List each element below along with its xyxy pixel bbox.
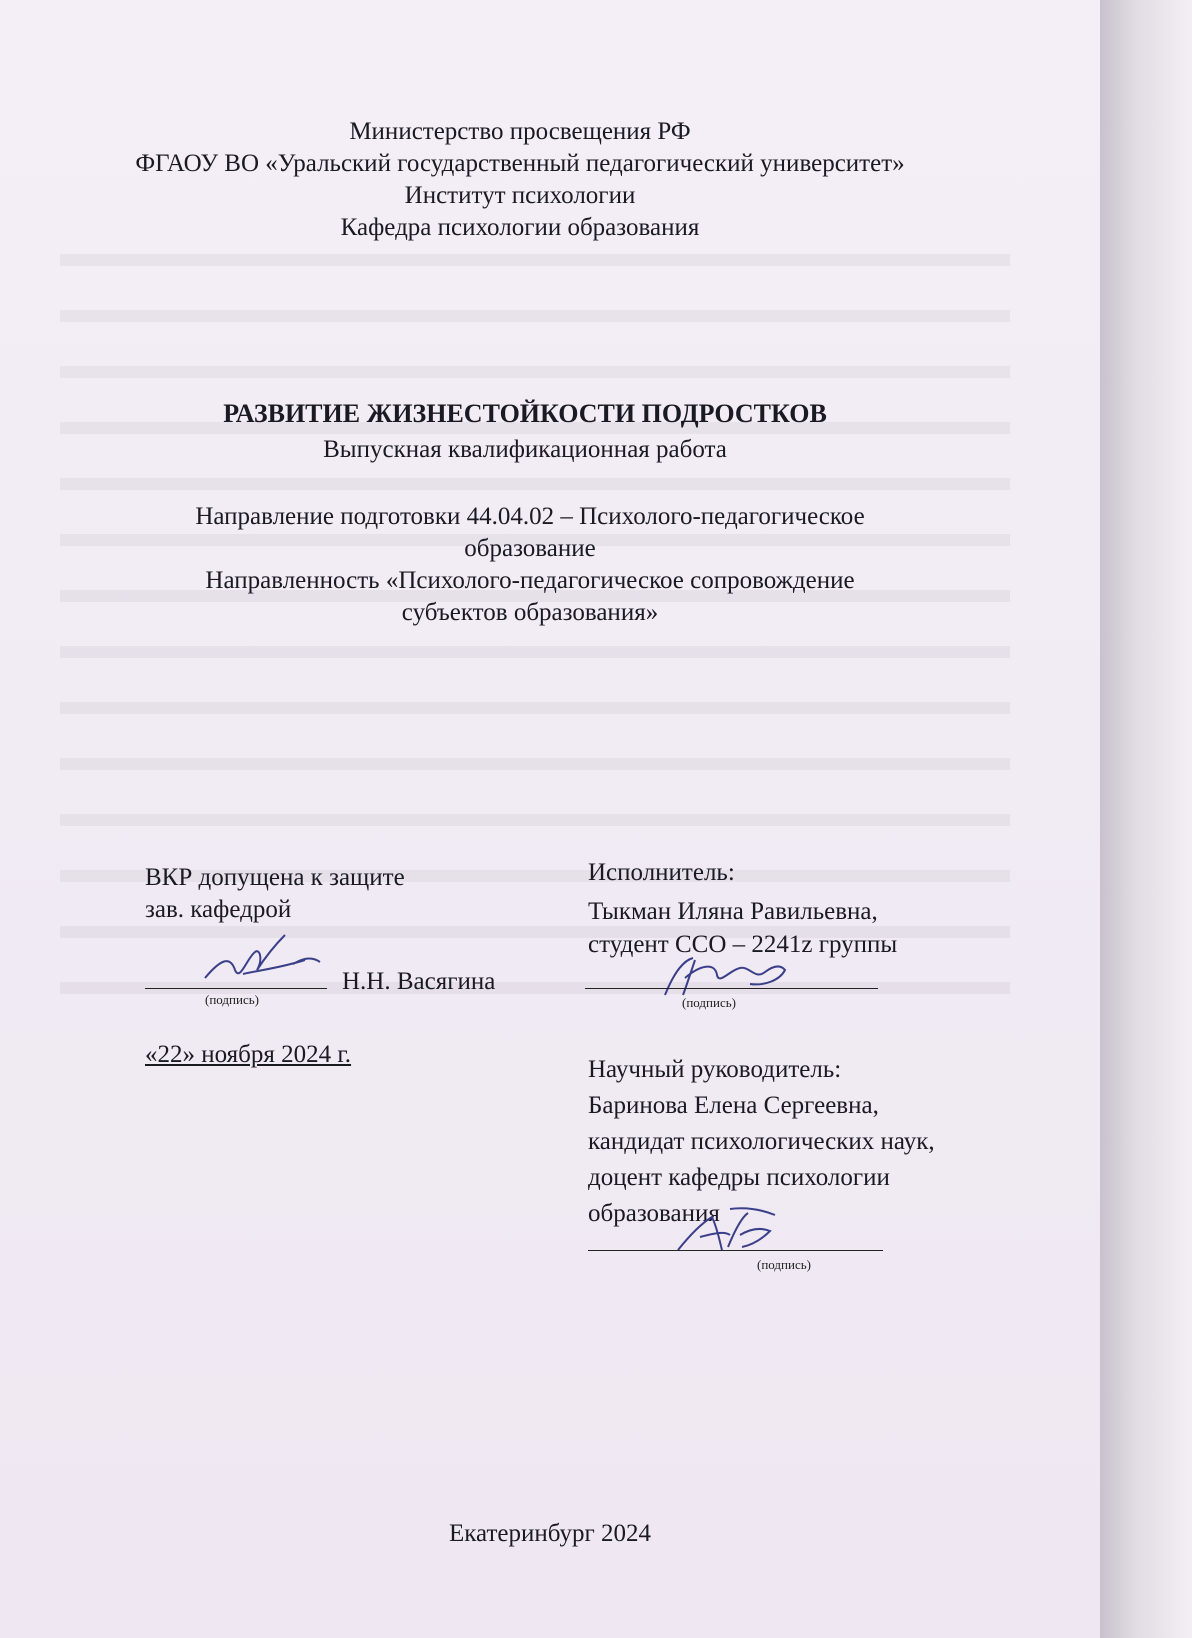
department-line: Кафедра психологии образования bbox=[340, 214, 700, 241]
supervisor-position-2: образования bbox=[588, 1200, 720, 1227]
direction-line-3: Направленность «Психолого-педагогическое сопровождение bbox=[205, 567, 855, 594]
supervisor-label: Научный руководитель: bbox=[588, 1056, 842, 1083]
executor-label: Исполнитель: bbox=[588, 859, 735, 886]
ministry-line: Министерство просвещения РФ bbox=[349, 118, 691, 145]
executor-group: студент ССО – 2241z группы bbox=[588, 931, 898, 958]
head-name: Н.Н. Васягина bbox=[342, 968, 496, 995]
executor-signature-line bbox=[585, 988, 878, 989]
work-type: Выпускная квалификационная работа bbox=[323, 436, 727, 463]
thesis-title: РАЗВИТИЕ ЖИЗНЕСТОЙКОСТИ ПОДРОСТКОВ bbox=[223, 399, 827, 428]
page-edge-shadow bbox=[1100, 0, 1192, 1638]
direction-line-2: образование bbox=[464, 535, 596, 562]
direction-line-1: Направление подготовки 44.04.02 – Психолого-педагогическое bbox=[195, 503, 865, 530]
university-line: ФГАОУ ВО «Уральский государственный педагогический университет» bbox=[135, 150, 905, 177]
supervisor-name: Баринова Елена Сергеевна, bbox=[588, 1092, 879, 1119]
admission-line-1: ВКР допущена к защите bbox=[145, 864, 405, 891]
supervisor-position-1: доцент кафедры психологии bbox=[588, 1164, 890, 1191]
head-signature bbox=[185, 930, 325, 990]
institute-line: Институт психологии bbox=[404, 182, 636, 209]
city-year: Екатеринбург 2024 bbox=[448, 1520, 652, 1547]
head-signature-caption: (подпись) bbox=[205, 992, 259, 1007]
supervisor-signature-line bbox=[588, 1250, 883, 1251]
admission-date: «22» ноября 2024 г. bbox=[145, 1041, 352, 1068]
executor-signature-caption: (подпись) bbox=[682, 995, 736, 1010]
executor-name: Тыкман Иляна Равильевна, bbox=[588, 898, 878, 925]
admission-line-2: зав. кафедрой bbox=[145, 896, 292, 923]
head-signature-line bbox=[145, 988, 327, 989]
supervisor-degree: кандидат психологических наук, bbox=[588, 1128, 935, 1155]
supervisor-signature-caption: (подпись) bbox=[757, 1257, 811, 1272]
direction-line-4: субъектов образования» bbox=[401, 599, 659, 626]
